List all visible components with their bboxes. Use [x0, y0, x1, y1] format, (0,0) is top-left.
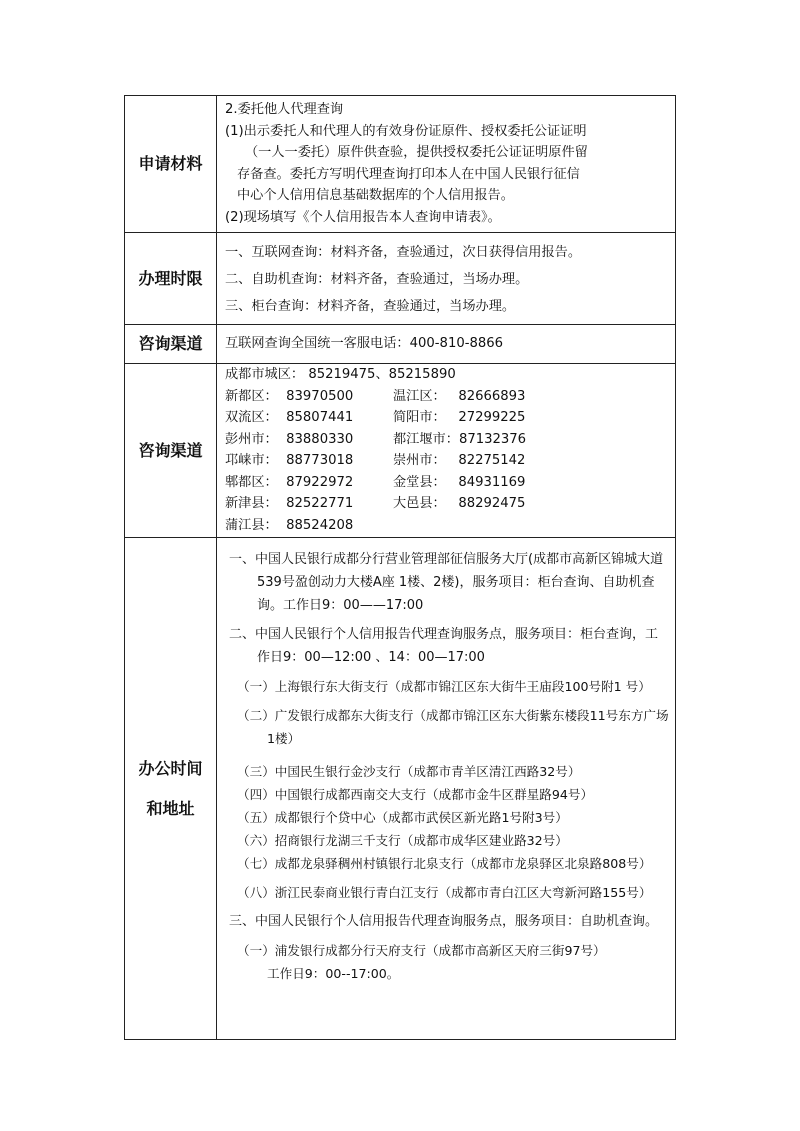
district-phone: 彭州市： 83880330: [225, 431, 354, 447]
content-channel-hotline: [217, 325, 676, 364]
district-phone: 崇州市： 82275142: [393, 453, 526, 469]
label-materials: 申请材料: [125, 96, 217, 233]
time-limit-line-3: 三、柜台查询：材料齐备，查验通过，当场办理。: [225, 299, 516, 314]
district-phone: 温江区： 82666893: [393, 388, 526, 404]
district-phone: 金堂县： 84931169: [393, 474, 526, 490]
label-channel-hotline: 咨询渠道: [125, 325, 217, 364]
label-office-line-1: 办公时间: [138, 758, 203, 778]
office-para-2: 二、中国人民银行个人信用报告代理查询服务点，服务项目：柜台查询，工作日9：00—12:00 、14：00—17:00: [229, 627, 659, 666]
branch-item: （六）招商银行龙湖三千支行（成都市成华区建业路32号）: [237, 833, 568, 849]
city-phone-line: 成都市城区： 85219475、85215890: [225, 367, 456, 382]
content-office: [217, 538, 676, 1040]
content-time-limit: [217, 233, 676, 325]
time-limit-line-1: 一、互联网查询：材料齐备，查验通过，次日获得信用报告。: [225, 245, 582, 260]
materials-line-5: 中心个人信用信息基础数据库的个人信用报告。: [237, 188, 514, 203]
row-time-limit: [125, 233, 676, 325]
branch-item: （二）广发银行成都东大街支行（成都市锦江区东大街紫东楼段11号东方广场1楼）: [237, 708, 669, 747]
time-limit-line-2: 二、自助机查询：材料齐备，查验通过，当场办理。: [225, 272, 529, 287]
district-phone: 蒲江县： 88524208: [225, 517, 354, 533]
branch-item: （七）成都龙泉驿稠州村镇银行北泉支行（成都市龙泉驿区北泉路808号）: [237, 856, 652, 872]
label-time-limit: 办理时限: [125, 233, 217, 325]
info-table: [124, 95, 676, 1040]
branch-item-last: （一）浦发银行成都分行天府支行（成都市高新区天府三街97号）: [237, 943, 606, 959]
branch-item: （四）中国银行成都西南交大支行（成都市金牛区群星路94号）: [237, 787, 594, 803]
office-para-1: 一、中国人民银行成都分行营业管理部征信服务大厅(成都市高新区锦城大道539号盈创动力大楼A座 1楼、2楼)，服务项目：柜台查询、自助机查询。工作日9：00——17:00: [229, 552, 664, 614]
district-phone-grid: [225, 386, 669, 537]
materials-line-1: 2.委托他人代理查询: [225, 102, 344, 117]
materials-line-6: (2)现场填写《个人信用报告本人查询申请表》。: [225, 209, 501, 225]
branch-item: （一）上海银行东大街支行（成都市锦江区东大街牛王庙段100号附1 号）: [237, 679, 651, 695]
label-channel-districts: 咨询渠道: [125, 364, 217, 538]
district-phone: 新都区： 83970500: [225, 388, 354, 404]
row-channel-districts: [125, 364, 676, 538]
district-phone: 都江堰市：87132376: [393, 431, 527, 447]
content-channel-districts: [217, 364, 676, 538]
branch-item-last-time: 工作日9：00--17:00。: [267, 966, 400, 982]
label-office: [125, 538, 217, 1040]
hotline-text: 互联网查询全国统一客服电话：400-810-8866: [225, 335, 504, 351]
row-materials: [125, 96, 676, 233]
materials-line-2: (1)出示委托人和代理人的有效身份证原件、授权委托公证证明: [225, 123, 587, 139]
row-office: [125, 538, 676, 1040]
materials-line-3: （一人一委托）原件供查验，提供授权委托公证证明原件留: [245, 145, 588, 160]
materials-line-4: 存备查。委托方写明代理查询打印本人在中国人民银行征信: [237, 166, 580, 182]
office-para-3: 三、中国人民银行个人信用报告代理查询服务点，服务项目：自助机查询。: [229, 914, 659, 930]
district-phone: 大邑县： 88292475: [393, 496, 526, 512]
branch-item: （八）浙江民泰商业银行青白江支行（成都市青白江区大弯新河路155号）: [237, 885, 652, 901]
district-phone: 简阳市： 27299225: [393, 410, 526, 426]
content-materials: [217, 96, 676, 233]
district-phone: 新津县： 82522771: [225, 496, 354, 512]
district-phone: 郫都区： 87922972: [225, 474, 354, 490]
label-office-line-2: 和地址: [146, 798, 195, 818]
district-phone: 双流区： 85807441: [225, 410, 354, 426]
branch-item: （五）成都银行个贷中心（成都市武侯区新光路1号附3号）: [237, 810, 568, 826]
row-channel-hotline: [125, 325, 676, 364]
district-phone: 邛崃市： 88773018: [225, 453, 354, 469]
branch-item: （三）中国民生银行金沙支行（成都市青羊区清江西路32号）: [237, 764, 581, 780]
